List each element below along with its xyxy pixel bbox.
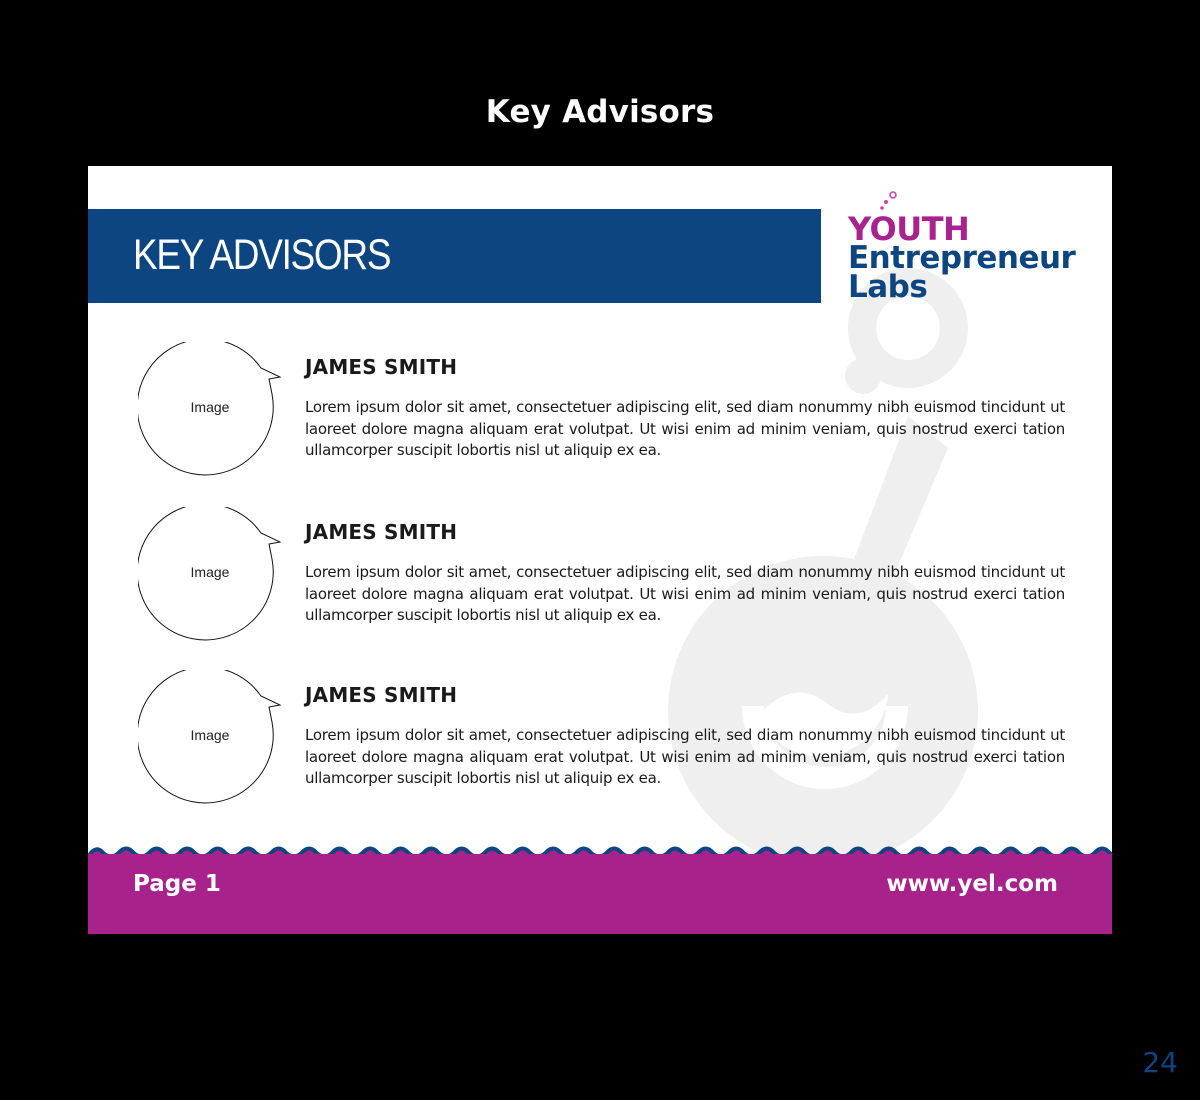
advisor-card xyxy=(88,670,1112,820)
advisor-name: JAMES SMITH xyxy=(305,683,458,707)
advisor-name: JAMES SMITH xyxy=(305,355,458,379)
image-placeholder-label: Image xyxy=(190,399,230,415)
website-link[interactable]: www.yel.com xyxy=(886,871,1058,897)
logo-entrepreneur: Entrepreneur xyxy=(848,240,1076,276)
slide-title: KEY ADVISORS xyxy=(133,231,391,279)
footer-bar xyxy=(88,854,1112,934)
advisor-card xyxy=(88,507,1112,657)
logo-youth: YOUTH xyxy=(848,210,970,248)
slide-number: 24 xyxy=(1142,1046,1178,1079)
logo-labs: Labs xyxy=(848,269,928,305)
advisor-bio: Lorem ipsum dolor sit amet, consectetuer adipiscing elit, sed diam nonummy nibh euismod tincidunt ut laoreet dolore magna aliquam erat volutpat. Ut wisi enim ad minim veniam, quis nostrud exerci tation ullamcorper suscipit lobortis nisl ut aliquip ex ea. xyxy=(305,726,1065,787)
image-placeholder-label: Image xyxy=(190,727,230,743)
title-banner xyxy=(88,209,821,303)
page-heading: Key Advisors xyxy=(485,94,715,130)
page-label: Page 1 xyxy=(133,871,221,897)
advisor-bio: Lorem ipsum dolor sit amet, consectetuer adipiscing elit, sed diam nonummy nibh euismod tincidunt ut laoreet dolore magna aliquam erat volutpat. Ut wisi enim ad minim veniam, quis nostrud exerci tation ullamcorper suscipit lobortis nisl ut aliquip ex ea. xyxy=(305,398,1065,459)
advisor-bio: Lorem ipsum dolor sit amet, consectetuer adipiscing elit, sed diam nonummy nibh euismod tincidunt ut laoreet dolore magna aliquam erat volutpat. Ut wisi enim ad minim veniam, quis nostrud exerci tation ullamcorper suscipit lobortis nisl ut aliquip ex ea. xyxy=(305,563,1065,624)
slide xyxy=(88,166,1112,934)
image-placeholder-label: Image xyxy=(190,564,230,580)
advisor-name: JAMES SMITH xyxy=(305,520,458,544)
logo xyxy=(846,186,1091,306)
advisor-card xyxy=(88,342,1112,492)
